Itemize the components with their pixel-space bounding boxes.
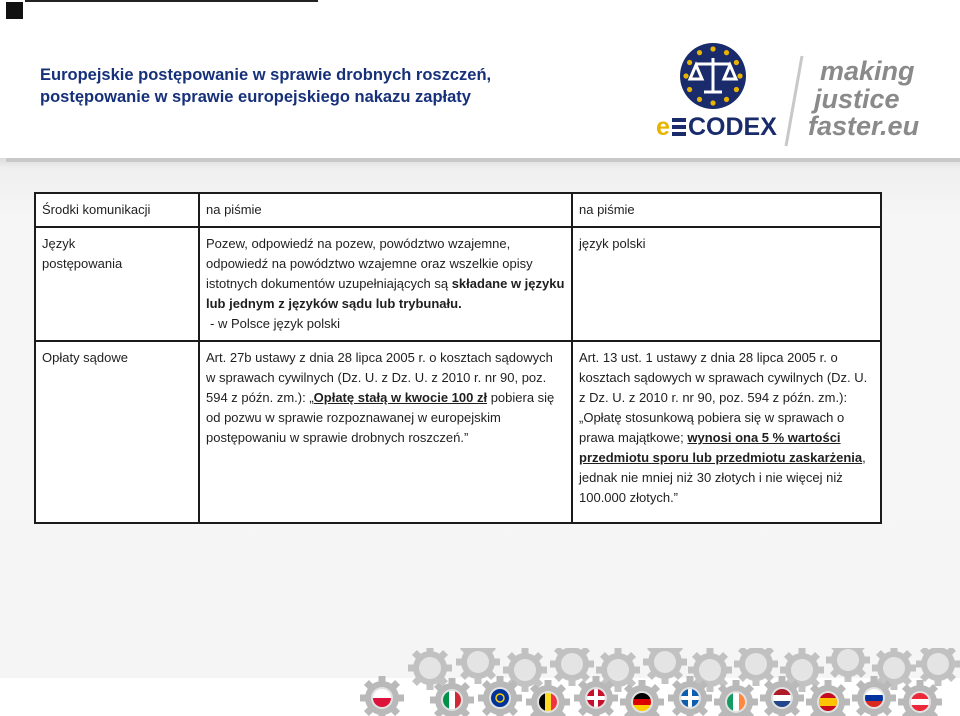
slide-title	[40, 64, 600, 108]
row-label-language	[35, 227, 199, 341]
cell-fees-order	[572, 341, 881, 523]
fees-order-part-1: Art. 13 ust. 1 ustawy z dnia 28 lipca 2005 r. o kosztach sądowych w sprawach cywilnych (Dz. U. z Dz. U. z 2010 r. nr 90, poz. 594 z późn. zm.): „Opłatę stosunkową pobiera się w sprawach o prawa majątkowe;	[579, 350, 868, 445]
language-poland-note: - w Polsce język polski	[210, 316, 341, 331]
slide-title-line-1: Europejskie postępowanie w sprawie drobnych roszczeń,	[40, 66, 492, 84]
cell-fees-small-claims	[199, 341, 572, 523]
cell-communication-small-claims: na piśmie	[199, 193, 572, 227]
eu-stars-scales-icon	[680, 43, 746, 109]
row-label-court-fees: Opłaty sądowe	[35, 341, 199, 523]
tagline-line-1: making	[820, 56, 915, 86]
table-row-language	[35, 227, 881, 341]
cell-language-small-claims	[199, 227, 572, 341]
language-text: Pozew, odpowiedź na pozew, powództwo wzajemne, odpowiedź na powództwo wzajemne oraz wszelkie opisy istotnych dokumentów uzupełniających są	[206, 236, 533, 291]
cell-communication-order: na piśmie	[572, 193, 881, 227]
fees-order-bold: wynosi ona 5 % wartości przedmiotu sporu lub przedmiotu zaskarżenia	[579, 430, 863, 465]
slide-title-line-2: postępowanie w sprawie europejskiego nakazu zapłaty	[40, 88, 471, 106]
row-label-communication: Środki komunikacji	[35, 193, 199, 227]
brand-equals-icon	[672, 118, 686, 136]
fees-text-part-2: pobiera się od pozwu w sprawie rozpoznawanej w europejskim postępowaniu w sprawie drobnych roszczeń.”	[206, 390, 555, 445]
fees-text-bold: Opłatę stałą w kwocie 100 zł	[313, 390, 488, 405]
fees-text-part-1: Art. 27b ustawy z dnia 28 lipca 2005 r. o kosztach sądowych w sprawach cywilnych (Dz. U. z Dz. U. z 2010 r. nr 90, poz. 594 z późn. zm.): „	[206, 350, 553, 405]
brand-prefix: e	[656, 113, 670, 141]
top-line-decoration	[25, 0, 318, 2]
comparison-table	[34, 192, 882, 524]
row-label-language-line-1: Język	[42, 236, 76, 251]
language-text-bold: składane w języku lub jednym z języków sądu lub trybunału.	[206, 276, 565, 311]
brand-name: CODEX	[688, 113, 777, 141]
tagline-line-2: justice	[814, 84, 900, 114]
tagline-line-3: faster.eu	[808, 111, 920, 141]
content-band-edge	[6, 158, 960, 162]
ecodex-logo	[650, 34, 950, 156]
fees-order-part-2: , jednak nie mniej niż 30 złotych i nie więcej niż 100.000 złotych.”	[579, 450, 866, 505]
row-label-language-line-2: postępowania	[42, 256, 123, 271]
logo-divider	[786, 56, 802, 146]
table-row-communication	[35, 193, 881, 227]
table-row-court-fees	[35, 341, 881, 523]
corner-square-decoration	[6, 2, 23, 19]
flag-gears-decoration	[360, 648, 960, 716]
cell-language-order: język polski	[572, 227, 881, 341]
